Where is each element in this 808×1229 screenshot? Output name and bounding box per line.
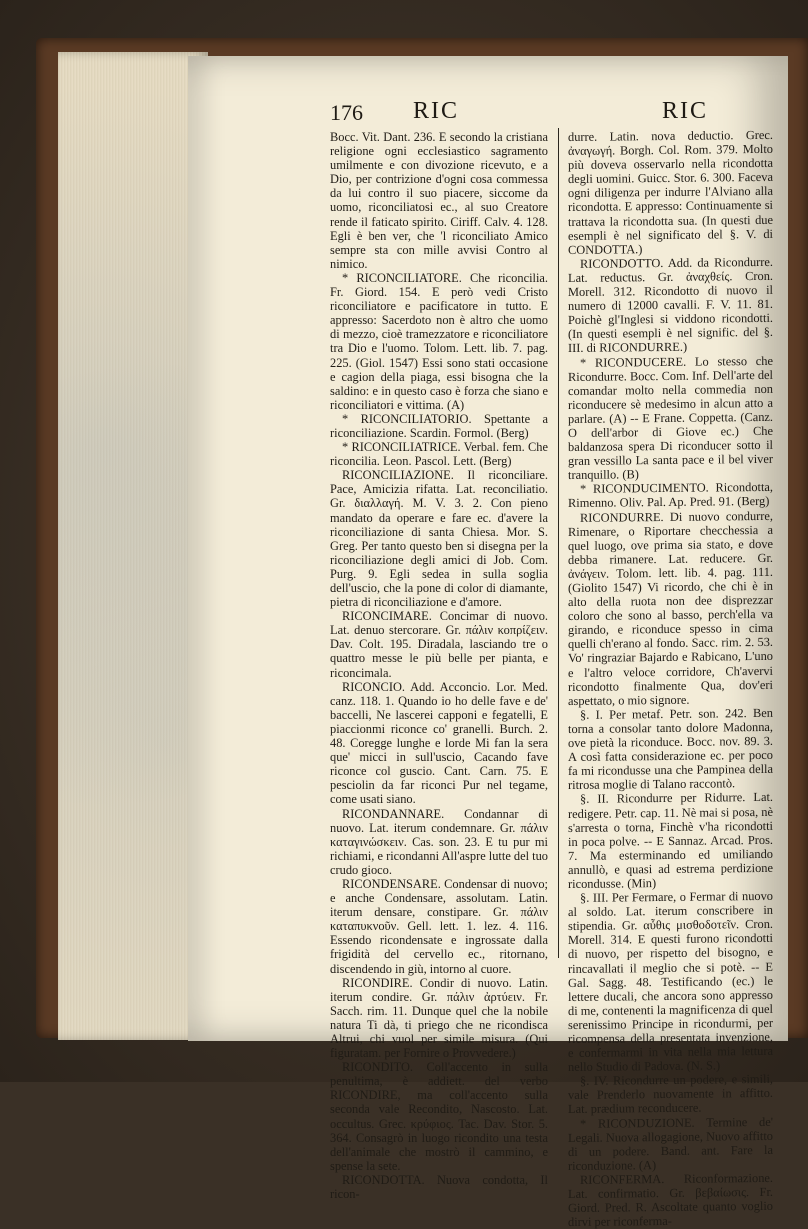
right-column <box>568 127 773 1229</box>
column-divider <box>558 128 559 958</box>
page-number: 176 <box>330 100 363 125</box>
entry-paragraph: * RICONCILIATORIO. Spettante a riconciliazione. Scardin. Formol. (Berg) <box>330 411 548 440</box>
page-edges <box>58 52 208 1040</box>
entry-paragraph: RICONDENSARE. Condensar di nuovo; e anche Condensare, assolutam. Latin. iterum densare, constipare. Gr. πάλιν καταπυκνοῦν. Gell. lett. 1. lez. 4. 116. Essendo ricondensate e ingrossate dalla frigidità del cervello ec., ritornano, discendendo in giù, intorno al cuore. <box>330 876 548 976</box>
entry-paragraph: * RICONCILIATORE. Che riconcilia. Fr. Giord. 154. E però vedi Cristo riconciliatore e pacificatore in tutto. E appresso: Sacerdoto non è altro che uomo di mezzo, cioè tramezzatore e riconciliatore tra Dio e l'uomo. Tolom. Lett. lib. 7. pag. 225. (Giol. 1547) Essi sono stati occasione e cagion della piaga, essi bisogna che la saldino: e in questo caso è forza che siano e riconciliatori e vittima. (A) <box>330 270 548 412</box>
entry-paragraph: RICONDOTTA. Nuova condotta, Il ricon- <box>330 1172 548 1202</box>
entry-paragraph: durre. Latin. nova deductio. Grec. ἀναγωγή. Borgh. Col. Rom. 379. Molto più doveva osservarlo nella ricondotta degli uomini. Guicc. Stor. 6. 300. Faceva ogni diligenza per indurre l'Alviano alla ricondotta. E appresso: Continuamente si trattava la ricondotta sua. (In questi due esempli è nel significato del §. V. di CONDOTTA.) <box>568 127 773 257</box>
header-left: RIC <box>413 98 460 124</box>
entry-paragraph: §. II. Ricondurre per Ridurre. Lat. redigere. Petr. cap. 11. Nè mai si posa, nè s'arresta o torna, Finchè v'ha ricondotti in poca polve. -- E Sannaz. Arcad. Pros. 7. Ma esterminando ed umiliando annullò, e quasi ad estrema perdizione ricondusse. (Min) <box>568 790 773 891</box>
left-column <box>330 130 548 1202</box>
entry-paragraph: RICONDURRE. Di nuovo condurre, Rimenare, o Riportare checchessia a quel luogo, ove prima sia stato, e dove debba rimanere. Lat. reducere. Gr. ἀνάγειν. Tolom. lett. lib. 4. pag. 111. (Giolito 1547) Vi ricordo, che chi è in alto della ruota non dee disprezzar coloro che sono al basso, perch'ella va girando, e riconduce spesso in cima quelli ch'erano al fondo. Sacc. rim. 2. 53. Vo' ringraziar Bajardo e Rabicano, L'uno e l'altro veloce corridore, Ch'avervi ricondotto finalmente Qua, dov'eri aspettato, o mio signore. <box>568 508 773 708</box>
entry-paragraph: §. III. Per Fermare, o Fermar di nuovo al soldo. Lat. iterum conscribere in stipendia. Gr. αὖθις μισθοδοτεῖν. Cron. Morell. 314. E questi furono ricondotti di nuovo, per rispetto del bisogno, e rincavallati il meglio che si potè. -- E Gal. Sagg. 48. Testificando (ec.) le lettere ducali, che ancora sono appresso di me, contenenti la magnificenza di quel serenissimo Principe in ricondurmi, per ricompensa della presentata invenzione, e confermarmi in vita nella mia lettura nello Studio di Padova. (N. S.) <box>568 888 773 1075</box>
entry-paragraph: RICONDANNARE. Condannar di nuovo. Lat. iterum condemnare. Gr. πάλιν καταγινώσκειν. Cas. son. 23. E tu pur mi richiami, e ricondanni All'aspre lutte del tuo crudo gioco. <box>330 806 548 877</box>
entry-paragraph: RICONDIRE. Condir di nuovo. Latin. iterum condire. Gr. πάλιν ἀρτύειν. Fr. Sacch. rim. 11. Dunque quel che la nobile natura Ti dà, ti priego che ne ricondisca Altrui, chi vuol per simile misura. (Qui figuratam. per Fornire o Provvedere.) <box>330 975 548 1061</box>
entry-paragraph: * RICONDUZIONE. Termine de' Legali. Nuova allogagione, Nuovo affitto di un podere. Band. ant. Fare la riconduzione. (A) <box>568 1114 773 1173</box>
entry-paragraph: * RICONCILIATRICE. Verbal. fem. Che riconcilia. Leon. Pascol. Lett. (Berg) <box>330 440 548 469</box>
entry-paragraph: RICONDOTTO. Add. da Ricondurre. Lat. reductus. Gr. ἀναχθείς. Cron. Morell. 312. Ricondotto di nuovo il numero di 12000 cavalli. F. V. 11. 81. Poichè gl'Inglesi si viddono ricondotti. (In questi esempli è nel signific. del §. III. di RICONDURRE.) <box>568 254 773 356</box>
header-right: RIC <box>662 98 709 124</box>
entry-paragraph: RICONFERMA. Riconformazione. Lat. confirmatio. Gr. βεβαίωσις. Fr. Giord. Pred. R. Ascoltate quanto voglio dirvi per riconferma- <box>568 1170 773 1229</box>
entry-paragraph: RICONCIO. Add. Acconcio. Lor. Med. canz. 118. 1. Quando io ho delle fave e de' baccelli, Ne lascerei capponi e fegatelli, E piaccionmi riconce co' granelli. Burch. 2. 48. Coregge lunghe e lorde Mi fan la sera que' micci in sull'uscio, Cacando fave riconce col guscio. Cant. Carn. 75. E pesciolin da far riconci Pur nel tegame, come usati siano. <box>330 679 548 807</box>
entry-paragraph: * RICONDUCIMENTO. Ricondotta, Rimenno. Oliv. Pal. Ap. Pred. 91. (Berg) <box>568 480 773 511</box>
entry-paragraph: RICONCIMARE. Concimar di nuovo. Lat. denuo stercorare. Gr. πάλιν κοπρίζειν. Dav. Colt. 195. Diradala, lasciando tre o quattro messe le più belle per pianta, e riconcimala. <box>330 609 548 680</box>
entry-paragraph: Bocc. Vit. Dant. 236. E secondo la cristiana religione ogni ecclesiastico sagramento umilmente e con divozione ricevuto, e a Dio, per contrizione d'ogni cosa commessa da lui contro il suo piacere, siccome da uomo, riconciliatosi ec., al suo Creatore rende il faticato spirito. Ciriff. Calv. 4. 128. Egli è ben ver, che 'l riconciliato Amico sempre sta con mille avvisi Contro al nimico. <box>330 130 548 271</box>
entry-paragraph: §. IV. Ricondurre un podere, e simili, vale Prenderlo nuovamente in affitto. Lat. prædium reconducere. <box>568 1072 773 1117</box>
entry-paragraph: RICONDITO. Coll'accento in sulla penultima, è addiett. del verbo RICONDIRE, ma coll'accento sulla seconda vale Recondito, Nascosto. Lat. occultus. Grec. κρύφιος. Tac. Dav. Stor. 5. 364. Consagrò in luogo ricondito una testa dell'animale che mostrò il cammino, e spense la sete. <box>330 1060 548 1173</box>
entry-paragraph: RICONCILIAZIONE. Il riconciliare. Pace, Amicizia rifatta. Lat. reconciliatio. Gr. διαλλαγή. M. V. 3. 2. Con pieno mandato da operare e fare ec. d'avere la riconciliazione di santa Chiesa. Mor. S. Greg. Per tanto questo ben si disegna per la riconciliazione degli amici di Job. Com. Purg. 9. Egli sedea in sulla soglia dell'uscio, che la pone di color di diamante, pietra di riconciliazione e d'amore. <box>330 468 548 610</box>
entry-paragraph: * RICONDUCERE. Lo stesso che Ricondurre. Bocc. Com. Inf. Dell'arte del comandar molto nella commedia non riconducere sè medesimo in alcun atto a parlare. (A) -- E Frane. Coppetta. (Canz. O dell'arbor di Giove ec.) Che baldanzosa spera Di riconducer sotto il gran vessillo La santa pace e il bel viver tranquillo. (B) <box>568 353 773 483</box>
entry-paragraph: §. I. Per metaf. Petr. son. 242. Ben torna a consolar tanto dolore Madonna, ove pietà la riconduce. Bocc. nov. 89. 3. A così fatta considerazione ec. per poco fa mi ricondusse una che Pampinea della ritrosa moglie di Talano raccontò. <box>568 705 773 793</box>
